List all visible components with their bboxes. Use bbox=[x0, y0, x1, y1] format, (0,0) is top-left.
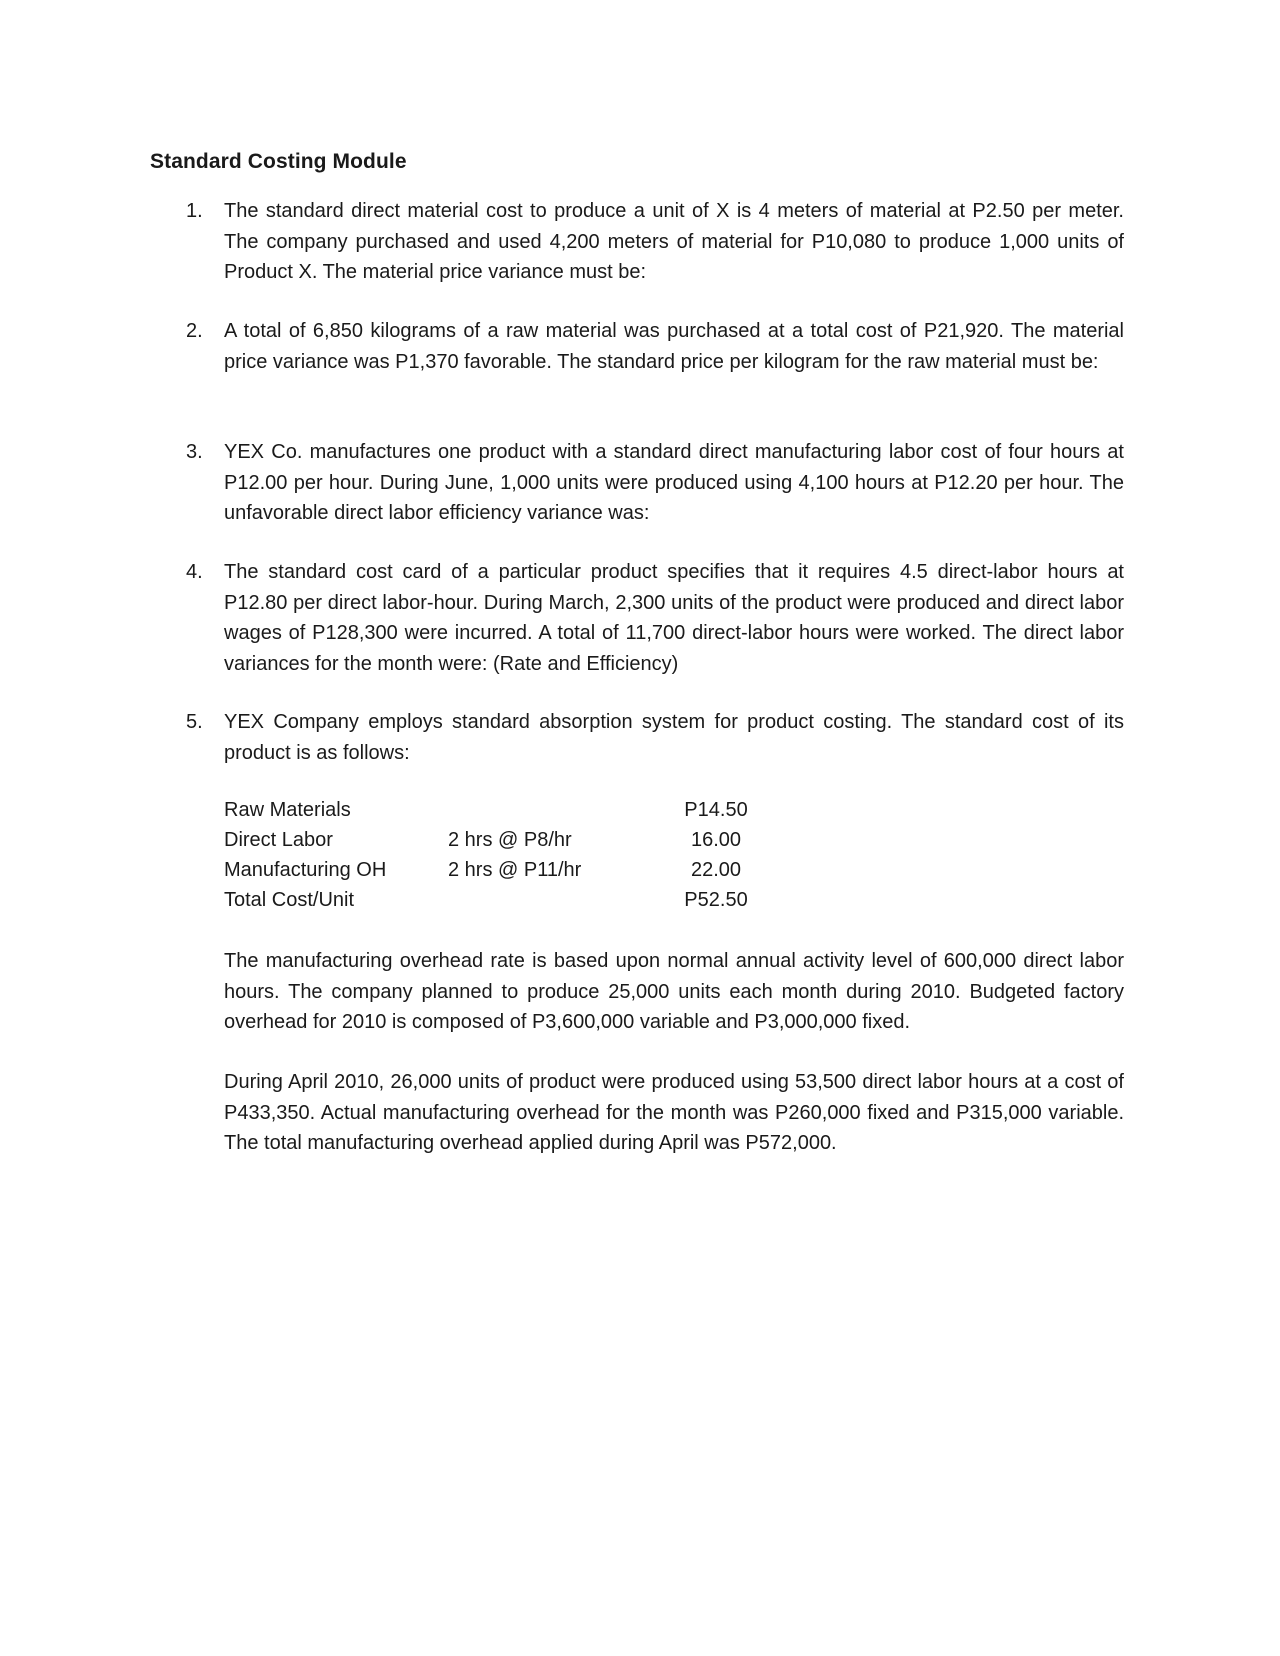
cost-label: Direct Labor bbox=[224, 829, 333, 851]
cost-amount: 16.00 bbox=[690, 829, 742, 851]
cost-rate: 2 hrs @ P8/hr bbox=[448, 829, 572, 851]
question-number: 5. bbox=[186, 711, 203, 733]
cost-row-direct-labor bbox=[224, 825, 744, 855]
document-title: Standard Costing Module bbox=[150, 150, 407, 173]
question-number: 1. bbox=[186, 200, 203, 222]
overhead-paragraph: The manufacturing overhead rate is based upon normal annual activity level of 600,000 direct labor hours. The company planned to produce 25,000 units each month during 2010. Budgeted factory overhead for 2010 is composed of P3,600,000 variable and P3,000,000 fixed. bbox=[224, 950, 1124, 1033]
question-text: A total of 6,850 kilograms of a raw material was purchased at a total cost of P21,920. The material price variance was P1,370 favorable. The standard price per kilogram for the raw material must be: bbox=[224, 320, 1124, 373]
cost-amount: P14.50 bbox=[684, 799, 748, 821]
cost-row-manufacturing-oh bbox=[224, 855, 744, 885]
cost-amount: P52.50 bbox=[684, 889, 748, 911]
standard-cost-table bbox=[224, 795, 748, 915]
cost-row-raw-materials bbox=[224, 795, 748, 825]
question-text: YEX Co. manufactures one product with a standard direct manufacturing labor cost of four hours at P12.00 per hour. During June, 1,000 units were produced using 4,100 hours at P12.20 per hour. The unfavorable direct labor efficiency variance was: bbox=[224, 441, 1124, 524]
cost-rate: 2 hrs @ P11/hr bbox=[448, 859, 582, 881]
april-paragraph: During April 2010, 26,000 units of product were produced using 53,500 direct labor hours at a cost of P433,350. Actual manufacturing overhead for the month was P260,000 fixed and P315,000 variable. The total manufacturing overhead applied during April was P572,000. bbox=[224, 1071, 1124, 1154]
question-text: The standard cost card of a particular product specifies that it requires 4.5 direct-labor hours at P12.80 per direct labor-hour. During March, 2,300 units of the product were produced and direct labor wages of P128,300 were incurred. A total of 11,700 direct-labor hours were worked. The direct labor variances for the month were: (Rate and Efficiency) bbox=[224, 561, 1124, 675]
cost-amount: 22.00 bbox=[690, 859, 742, 881]
cost-row-total bbox=[224, 885, 748, 915]
question-number: 4. bbox=[186, 561, 203, 583]
question-text: YEX Company employs standard absorption system for product costing. The standard cost of its product is as follows: bbox=[224, 711, 1124, 764]
question-number: 2. bbox=[186, 320, 203, 342]
cost-label: Raw Materials bbox=[224, 799, 351, 821]
cost-label: Total Cost/Unit bbox=[224, 889, 355, 911]
cost-label: Manufacturing OH bbox=[224, 859, 387, 881]
question-text: The standard direct material cost to produce a unit of X is 4 meters of material at P2.50 per meter. The company purchased and used 4,200 meters of material for P10,080 to produce 1,000 units of Product X. The material price variance must be: bbox=[224, 200, 1124, 283]
question-number: 3. bbox=[186, 441, 203, 463]
